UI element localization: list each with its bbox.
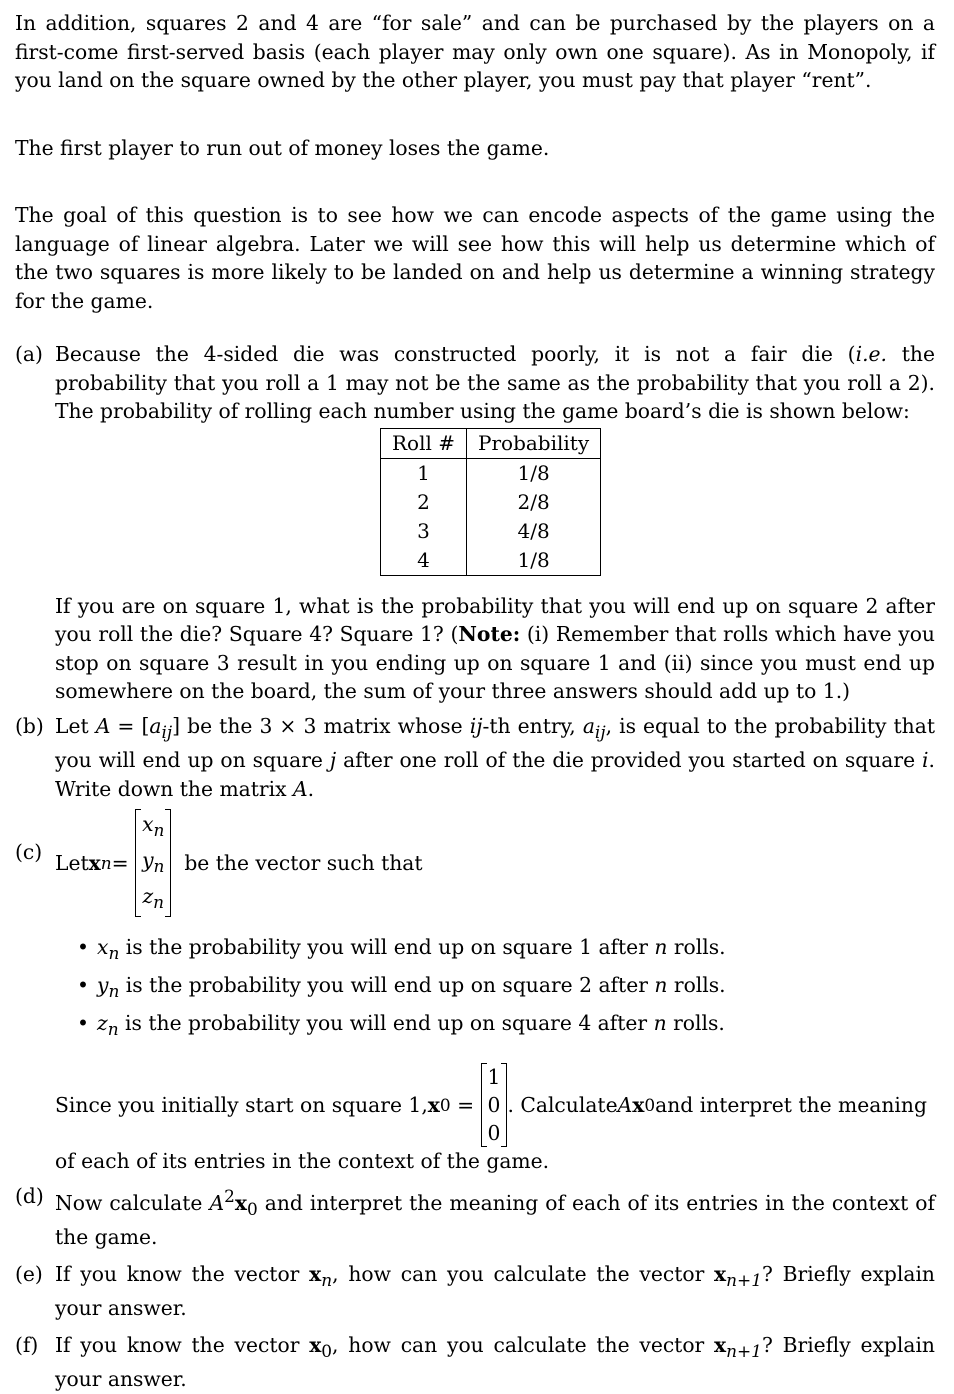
probability-table — [380, 428, 601, 576]
column-header: Roll # — [381, 428, 467, 458]
intro-paragraph-1: In addition, squares 2 and 4 are “for sale” and can be purchased by the players on a first-come first-served basis (each player may only own one square). As in Monopoly, if you land on the square owned by the other player, you must pay that player “rent”. — [15, 11, 935, 92]
question-c — [15, 809, 935, 1176]
table-cell: 1/8 — [467, 458, 601, 488]
table-cell: 3 — [381, 517, 467, 546]
question-b — [15, 712, 935, 804]
table-header-row — [381, 428, 601, 458]
question-e — [15, 1260, 935, 1323]
list-item: • $y_n$ is the probability you will end up on square 2 after n rolls. — [77, 969, 935, 1007]
intro-paragraph-3: The goal of this question is to see how we can encode aspects of the game using the language of linear algebra. Later we will see how this will help us determine which of the two squares is more likely to be landed on and help us determine a winning strategy for the game. — [15, 203, 935, 313]
vector-definition: Let x n = $x_n$ $y_n$ $z_n$ be the vector such that — [55, 809, 935, 917]
initial-vector-line: Since you initially start on square 1, x 0 = 1 0 0 . Calculate A x 0 and interpret the meaning — [55, 1065, 927, 1146]
question-a — [15, 340, 935, 706]
question-f-text: If you know the vector $x_0$, how can you calculate the vector $x_{n+1}$? Briefly explain your answer. — [55, 1332, 935, 1392]
table-cell: 4/8 — [467, 517, 601, 546]
vector-xn: $x_n$ $y_n$ $z_n$ — [135, 809, 171, 917]
list-item: • $z_n$ is the probability you will end up on square 4 after n rolls. — [77, 1007, 935, 1045]
question-f — [15, 1331, 935, 1394]
table-cell: 2 — [381, 488, 467, 517]
table-cell: 1/8 — [467, 546, 601, 576]
column-header: Probability — [467, 428, 601, 458]
question-d-label: (d) — [15, 1183, 44, 1208]
question-a-followup: If you are on square 1, what is the probability that you will end up on square 2 after you roll the die? Square 4? Square 1? (Note: (i) Remember that rolls which have you stop on square 3 result in you ending up on square 1 and (ii) since you must end up somewhere on the board, the sum of your three answers should add up to 1.) — [55, 593, 935, 703]
definition-list — [77, 931, 935, 1045]
table-cell: 4 — [381, 546, 467, 576]
table-row — [381, 517, 601, 546]
table-row — [381, 488, 601, 517]
question-e-label: (e) — [15, 1261, 43, 1286]
question-f-label: (f) — [15, 1332, 39, 1357]
intro-paragraph-2: The first player to run out of money loses the game. — [15, 135, 550, 160]
table-cell: 2/8 — [467, 488, 601, 517]
question-e-text: If you know the vector $x_n$, how can you calculate the vector $x_{n+1}$? Briefly explain your answer. — [55, 1261, 935, 1321]
list-item: • $x_n$ is the probability you will end up on square 1 after n rolls. — [77, 931, 935, 969]
question-d-text: Now calculate $A^2x_0$ and interpret the meaning of each of its entries in the context of the game. — [55, 1185, 935, 1250]
question-c-tail: of each of its entries in the context of the game. — [55, 1149, 550, 1174]
question-c-label: (c) — [15, 840, 43, 865]
table-cell: 1 — [381, 458, 467, 488]
document-page — [15, 9, 935, 1394]
table-row — [381, 458, 601, 488]
question-a-text: Because the 4-sided die was constructed poorly, it is not a fair die (i.e. the probability that you roll a 1 may not be the same as the probability that you roll a 2). The probability of rolling each number using the game board’s die is shown below: — [55, 342, 935, 423]
question-d — [15, 1182, 935, 1252]
vector-x0: 1 0 0 — [481, 1063, 508, 1147]
question-b-label: (b) — [15, 713, 44, 738]
question-a-label: (a) — [15, 342, 43, 366]
question-b-text: Let $A = [a_{ij}]$ be the 3 × 3 matrix whose ij-th entry, $a_{ij}$, is equal to the probability that you will end up on square j after one roll of the die provided you started on square i. Write down the matrix A. — [55, 713, 935, 801]
table-row — [381, 546, 601, 576]
